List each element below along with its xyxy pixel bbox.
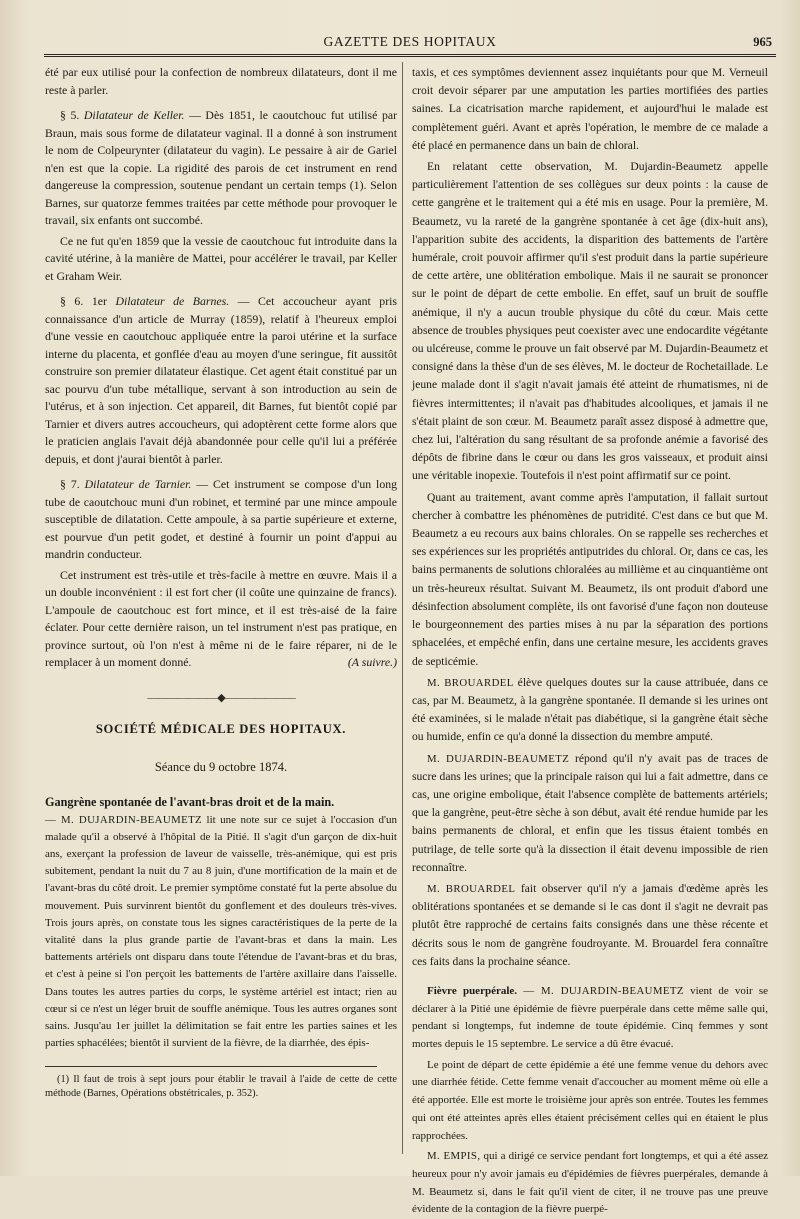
- continuation-paragraph: été par eux utilisé pour la confection de nombreux dilatateurs, dont il me reste à parler.: [45, 65, 397, 97]
- right-paragraph-3: Quant au traitement, avant comme après l'amputation, il fallait surtout chercher à combattre les phénomènes de putridité. C'est dans ce but que M. Beaumetz a eu recours aux bains chlorales. On se rappelle ses recherches et ses expériences sur les propriétés antiputrides du chloral. Or, dans ce cas, les bains permanents de solutions chloralées au millième et au cinquantième ont un très-heureux résultat. Suivant M. Beaumetz, ils ont produit d'abord une désinfection absolument complète, ils ont favorisé d'une façon non douteuse le bourgeonnement des parties mises à nu par la séparation des portions sphacelées, et empêché enfin, dans une certaine mesure, les accidents graves de septicémie.: [412, 490, 768, 668]
- fievre-author: — M. DUJARDIN-BEAUMETZ: [523, 984, 684, 997]
- section-5b-paragraph: Ce ne fut qu'en 1859 que la vessie de caoutchouc fut introduite dans la cavité utérine, à la manière de Mattei, pour accélérer le travail, par Keller et Graham Weir.: [45, 233, 397, 283]
- section-7-number: § 7.: [60, 477, 80, 491]
- section-6-paragraph: [45, 293, 397, 468]
- header-rule: [44, 54, 776, 57]
- right-paragraph-1: taxis, et ces symptômes deviennent assez inquiétants pour que M. Verneuil croit devoir séparer par une amputation les parties mortifiées des parties saines. La cicatrisation marche rapidement, et aujourd'hui le malade est complètement guéri. Avant et après l'opération, le membre de ce malade a été placé en permanence dans un bain de chloral.: [412, 66, 768, 152]
- beaumetz-reply-paragraph: [412, 750, 768, 877]
- a-suivre-note: (A suivre.): [347, 655, 397, 669]
- gangrene-author: — M. DUJARDIN-BEAUMETZ: [45, 813, 203, 826]
- section-6-title: Dilatateur de Barnes.: [115, 294, 230, 308]
- section-7b-text: Cet instrument est très-utile et très-facile à mettre en œuvre. Mais il a un double inconvénient : il est fort cher (il coûte une quinzaine de francs). L'ampoule de caoutchouc est fort mince, et il est très-aisé de la faire éclater. Pour cette dernière raison, un tel instrument n'est pas pratique, en province surtout, où l'on n'est à même ni de le faire réparer, ni de le remplacer à un moment donné.: [45, 567, 397, 669]
- gangrene-paragraph: [45, 812, 397, 1053]
- brouardel-paragraph-2: [412, 880, 768, 971]
- fievre-paragraph: [412, 983, 768, 1054]
- beaumetz-author: M. DUJARDIN-BEAUMETZ: [427, 752, 570, 765]
- section-7-title: Dilatateur de Tarnier.: [84, 477, 192, 491]
- right-column: [412, 64, 768, 1219]
- section-5-title: Dilatateur de Keller.: [83, 108, 185, 122]
- brouardel-paragraph-1: [412, 674, 768, 747]
- section-5-text: — Dès 1851, le caoutchouc fut utilisé par Braun, mais sous forme de dilatateur vaginal. Il a donné à son instrument le nom de Colpeurynter (dilatateur du vagin). Le pessaire à air de Gariel n'en est que la copie. La rigidité des parois de cet instrument en rend dangereuse la compression, soutenue pendant un certain temps (1). Selon Barnes, sur quatorze femmes traitées par cette méthode pour provoquer le travail, six enfants ont succombé.: [45, 108, 398, 227]
- section-ornament: ———————◆———————: [147, 691, 295, 704]
- empis-author: M. EMPIS,: [427, 1150, 481, 1163]
- fievre-paragraph-2: Le point de départ de cette épidémie a été une femme venue du dehors avec une diarrhée fétide. Cette femme venait d'accoucher au moment même où elle a été apportée. Elle est morte le troisième jour après son entrée. Toutes les femmes qui ont été atteintes après elles étaient précisément celles qui en étaient le plus rapprochées.: [412, 1058, 768, 1142]
- gangrene-text: lit une note sur ce sujet à l'occasion d'un malade qu'il a observé à l'hôpital de la Pitié. Il s'agit d'un garçon de dix-huit ans, exerçant la profession de laveur de vaisselle, très-anémique, qui est pris subitement, pendant la nuit du 7 au 8 juin, d'une mortification de la main et de l'avant-bras du côté droit. Le premier symptôme constaté fut la perte absolue du mouvement. Puis survinrent bientôt du gonflement et des douleurs très-vives. Trois jours après, on constate tous les signes caractéristiques de la perte de la vitalité dans la plus grande partie de l'avant-bras et dans la main. Les battements artériels ont disparu dans toute l'étendue de l'avant-bras et du bras, et c'est à peine si l'on perçoit les battements de l'artère axillaire dans l'aisselle. Dans toutes les autres parties du corps, le système artériel est intact; rien au cœur si ce n'est un léger bruit de souffle anémique. Tous les autres organes sont sains. Jusqu'au 1er juillet la délimitation se fait entre les parties saines et les parties sphacélées; bientôt il survient de la fièvre, de la diarrhée, des épis-: [45, 813, 397, 1050]
- brouardel-text-1: élève quelques doutes sur la cause attribuée, dans ce cas, par M. Beaumetz, à la gangrène spontanée. Il demande si les urines ont été examinées, si le malade n'était pas diabétique, si la gangrène était sèche ou humide, enfin ce qu'a donné la dissection du membre amputé.: [412, 675, 768, 744]
- footnote: (1) Il faut de trois à sept jours pour établir le travail à l'aide de cette de cette méthode (Barnes, Opérations obstétricales, p. 352).: [45, 1074, 397, 1100]
- right-paragraph-2: En relatant cette observation, M. Dujardin-Beaumetz appelle particulièrement l'attention de ses collègues sur deux points : la cause de cette gangrène et le traitement qui a été mis en usage. Pour la première, M. Beaumetz, vu la rareté de la gangrène spontanée à cet âge (dix-huit ans), l'apparition subite des accidents, la disparition des battements de l'artère humérale, croit pouvoir affirmer qu'il s'est produit dans la partie supérieure de cette artère, une oblitération embolique. Mais il ne saurait se prononcer sur le point de départ de cette embolie. En effet, sauf un bruit de souffle anémique, il n'y a aucun trouble physique du côté du cœur. Mais cette absence de troubles physiques peut coexister avec une endocardite végétante ou ulcéreuse, comme le prouve un fait observé par M. Dujardin-Beaumetz et consigné dans la thèse d'un de ses élèves, M. le docteur de Rochetaillade. Le jeune malade dont il s'agit n'avait jamais été atteint de rhumatismes, ni de fièvres intermittentes; il n'avait pas d'habitudes alcooliques, et jamais il ne s'était plaint de son cœur. M. Beaumetz paraît assez disposé à admettre que, chez lui, l'altération du sang résultant de sa profonde anémie a favorisé des dépôts de fibrine dans le cœur ou dans les gros vaisseaux, et produit ainsi une véritable inopexie. Toutefois il n'est point affirmatif sur ce point.: [412, 160, 768, 483]
- section-7b-paragraph: [45, 567, 397, 672]
- column-divider: [402, 62, 403, 1154]
- section-5-number: § 5.: [60, 108, 80, 122]
- section-7-paragraph: [45, 476, 397, 564]
- fievre-text: vient de voir se déclarer à la Pitié une épidémie de fièvre puerpérale dans cette même salle qui, pendant si longtemps, fut indemne de toute épidémie. Cinq femmes y sont mortes depuis le 15 septembre. Le service a dû être évacué.: [412, 984, 769, 1051]
- fievre-section: [412, 983, 768, 1219]
- seance-date: Séance du 9 octobre 1874.: [154, 759, 288, 774]
- brouardel-author-1: M. BROUARDEL: [427, 676, 514, 689]
- gangrene-heading: Gangrène spontanée de l'avant-bras droit et de la main.: [45, 795, 335, 809]
- empis-text: qui a dirigé ce service pendant fort longtemps, et qui a été assez heureux pour n'y avoir jamais eu d'épidémies de fièvres puerpérales, demande à M. Beaumetz si, dans le fait qu'il vient de citer, il ne trouve pas une preuve évidente de la contagion de la fièvre puerpé-: [412, 1150, 769, 1216]
- section-6-number: § 6. 1er: [60, 294, 107, 308]
- spacer: [412, 971, 768, 983]
- empis-paragraph: [412, 1148, 768, 1219]
- page-number: 965: [753, 35, 772, 49]
- section-7-text: — Cet instrument se compose d'un long tube de caoutchouc muni d'un robinet, et terminé par une mince ampoule susceptible de dilatation. Cette ampoule, à sa partie supérieure et externe, est pourvue d'un petit godet, et destiné à fournir un point d'appui au mandrin conducteur.: [45, 477, 398, 561]
- brouardel-text-2: fait observer qu'il n'y a jamais d'œdème après les oblitérations spontanées et se demande si le cas dont il s'agit ne devrait pas plutôt être rapproché de certains faits consignés dans une thèse récente et décrits sous le nom de gangrène foudroyante. M. Brouardel fera connaître ces faits dans la prochaine séance.: [412, 881, 768, 968]
- page-header: [40, 30, 780, 54]
- society-heading: SOCIÉTÉ MÉDICALE DES HOPITAUX.: [95, 722, 347, 736]
- beaumetz-reply-text: répond qu'il n'y avait pas de traces de sucre dans les urines; que la principale raison qui lui a fait admettre, dans ce cas, une origine embolique, était l'absence complète de battements artériels; que la gangrène, peut-être sèche à son début, avait été rendue humide par les bains permanents de chloral, et enfin que les tissus étaient tombés en putrilage, de telle sorte qu'à la dissection il était devenu impossible de rien reconnaître.: [412, 751, 769, 874]
- section-6-text: — Cet accoucheur ayant pris connaissance d'un article de Murray (1859), relatif à l'heureux emploi d'une vessie en caoutchouc appliquée entre la paroi utérine et la surface interne du placenta, et gonflée d'eau au moyen d'une seringue, fit aussitôt construire son premier dilatateur élastique. Cet agent était constitué par un sac pourvu d'un tube métallique, servant à son introduction au sein de l'utérus, et à son injection. Cet appareil, dit Barnes, fut bientôt copié par Tarnier et divers autres accoucheurs, qui adoptèrent cette forme alors que le praticien anglais l'avait déjà abandonnée pour celle qu'il lui a préférée depuis, et dont j'aurai bientôt à parler.: [45, 294, 397, 466]
- gangrene-body: [45, 812, 397, 1053]
- fievre-heading: Fièvre puerpérale.: [427, 984, 518, 997]
- journal-title: GAZETTE DES HOPITAUX: [323, 34, 497, 49]
- footnote-rule: [45, 1066, 377, 1067]
- section-5-paragraph: [45, 107, 397, 230]
- left-column: [45, 64, 397, 1101]
- brouardel-author-2: M. BROUARDEL: [427, 882, 516, 895]
